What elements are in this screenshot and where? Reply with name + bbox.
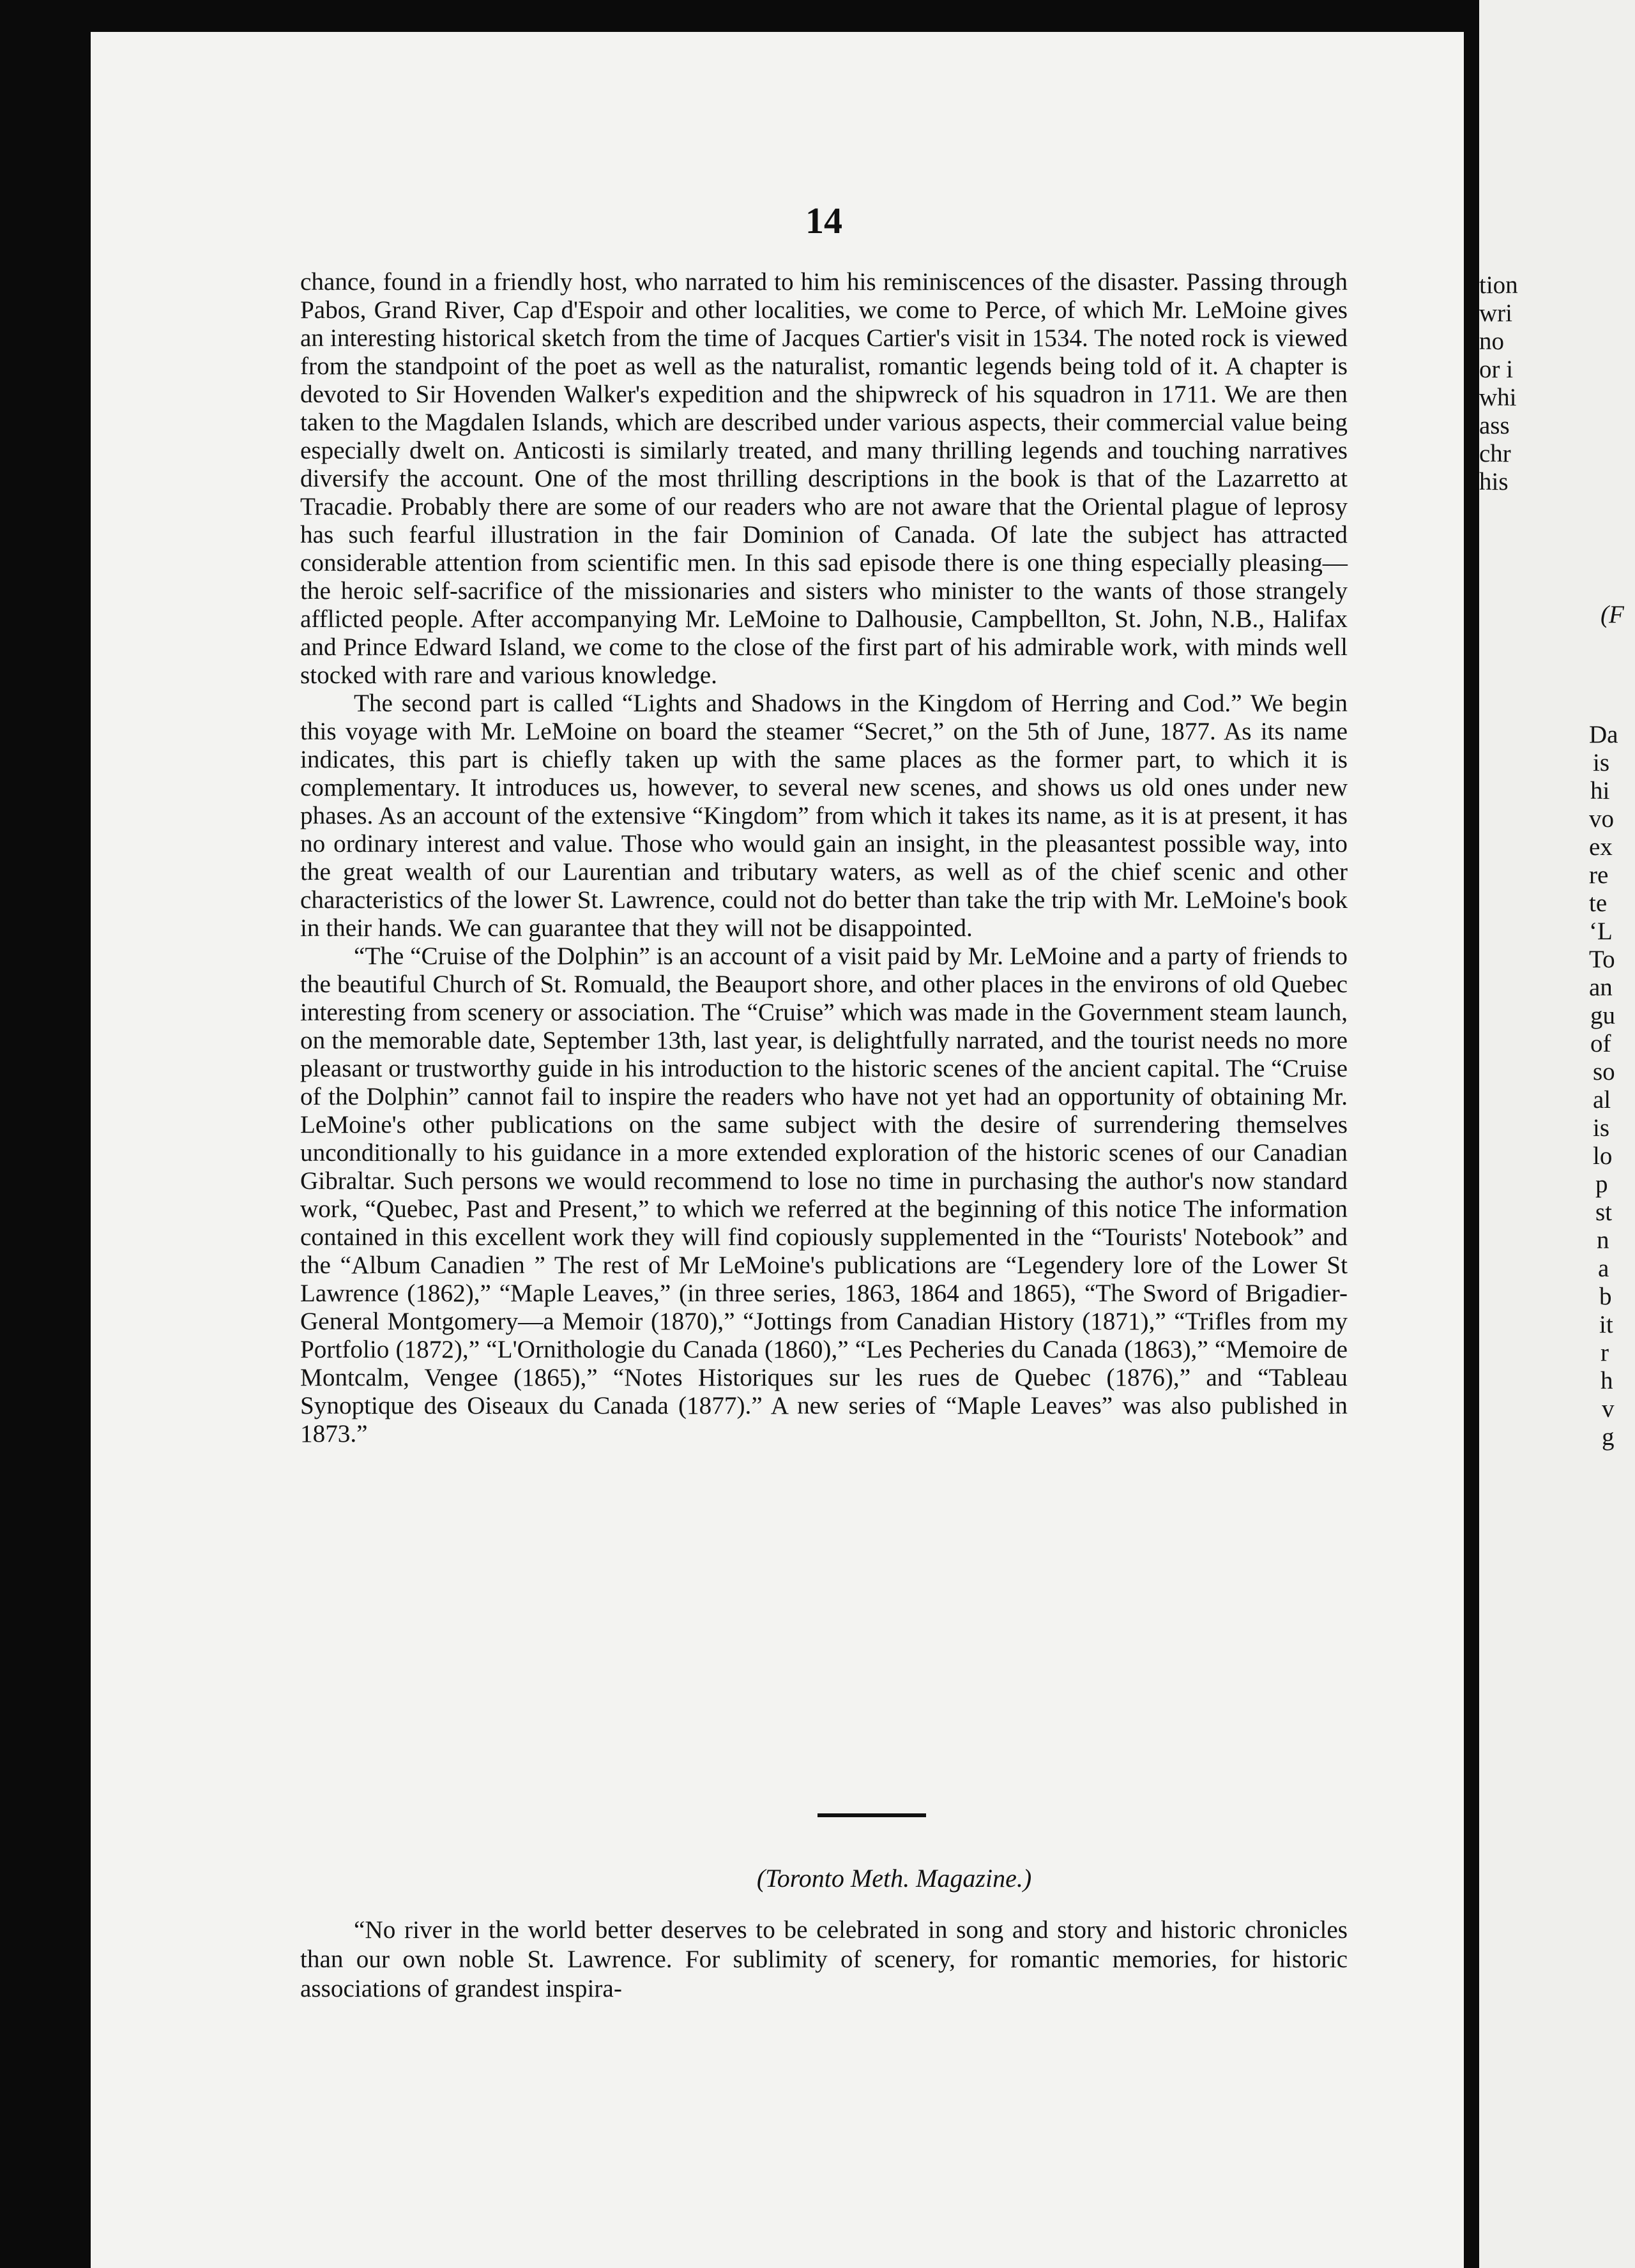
facing-fragment: chr xyxy=(1479,440,1511,467)
facing-fragment: n xyxy=(1597,1227,1609,1254)
paragraph-2: The second part is called “Lights and Shadows in the Kingdom of Herring and Cod.” We begin this voyage with Mr. LeMoine on board the steamer “Secret,” on the 5th of June, 1877. As its name indicates, this part is chiefly taken up with the same places as the former part, to which it is complementary. It introduces us, however, to several new scenes, and shows us old ones under new phases. As an account of the extensive “Kingdom” from which it takes its name, as it is at present, it has no ordinary interest and value. Those who would gain an insight, in the pleasantest possible way, into the great wealth of our Laurentian and tributary waters, as well as of the chief scenic and other characteristics of the lower St. Lawrence, could not do better than take the trip with Mr. LeMoine's book in their hands. We can guarantee that they will not be disappointed. xyxy=(300,690,1348,942)
facing-fragment: ‘L xyxy=(1589,918,1613,945)
facing-fragment: is xyxy=(1593,1114,1610,1142)
facing-fragment: an xyxy=(1589,974,1613,1001)
facing-fragment: ass xyxy=(1479,412,1510,439)
facing-fragment: r xyxy=(1601,1339,1609,1366)
facing-page xyxy=(1479,0,1635,2268)
paragraph-3: “The “Cruise of the Dolphin” is an account of a visit paid by Mr. LeMoine and a party of friends to the beautiful Church of St. Romuald, the Beauport shore, and other places in the environs of old Quebec interesting from scenery or association. The “Cruise” which was made in the Government steam launch, on the memorable date, September 13th, last year, is delightfully narrated, and the tourist needs no more pleasant or trustworthy guide in his introduction to the historic scenes of the ancient capital. The “Cruise of the Dolphin” cannot fail to inspire the readers who have not yet had an opportunity of obtaining Mr. LeMoine's other publications on the same subject with the desire of surrendering themselves unconditionally to his guidance in a more extended exploration of the historic scenes of our Canadian Gibraltar. Such persons we would recommend to lose no time in purchasing the author's now standard work, “Quebec, Past and Present,” to which we referred at the beginning of this notice The information contained in this excellent work they will find copiously supplemented in the “Tourists' Notebook” and the “Album Canadien ” The rest of Mr LeMoine's publications are “Legendery lore of the Lower St Lawrence (1862),” “Maple Leaves,” (in three series, 1863, 1864 and 1865), “The Sword of Brigadier-General Montgomery—a Memoir (1870),” “Jottings from Canadian History (1871),” “Trifles from my Portfolio (1872),” “L'Ornithologie du Canada (1860),” “Les Pecheries du Canada (1863),” “Memoire de Montcalm, Vengee (1865),” “Notes Historiques sur les rues de Quebec (1876),” and “Tableau Synoptique des Oiseaux du Canada (1877).” A new series of “Maple Leaves” was also published in 1873.” xyxy=(300,942,1348,1448)
facing-fragment: a xyxy=(1598,1255,1609,1282)
facing-fragment: al xyxy=(1593,1086,1611,1114)
facing-fragment: Da xyxy=(1589,721,1618,748)
facing-fragment: hi xyxy=(1590,777,1610,805)
facing-fragment: lo xyxy=(1593,1142,1613,1170)
facing-fragment: whi xyxy=(1479,384,1517,411)
facing-fragment: or i xyxy=(1479,356,1514,383)
book-gutter xyxy=(1464,0,1479,2268)
facing-fragment: p xyxy=(1595,1170,1608,1198)
facing-fragment: re xyxy=(1589,861,1609,889)
facing-fragment: v xyxy=(1602,1395,1615,1423)
section-heading: (Toronto Meth. Magazine.) xyxy=(756,1864,1032,1893)
facing-fragment: tion xyxy=(1479,271,1518,299)
facing-fragment: it xyxy=(1599,1311,1613,1338)
facing-fragment: of xyxy=(1590,1030,1611,1057)
facing-fragment: st xyxy=(1595,1198,1613,1226)
article-text xyxy=(300,268,1348,1448)
facing-fragment: To xyxy=(1589,946,1615,973)
page-number: 14 xyxy=(805,200,842,241)
facing-fragment: (F xyxy=(1601,601,1624,628)
facing-fragment: h xyxy=(1601,1367,1613,1395)
facing-fragment: is xyxy=(1593,749,1610,776)
facing-fragment: g xyxy=(1602,1423,1615,1451)
facing-fragment: te xyxy=(1589,889,1608,917)
section-divider xyxy=(818,1813,926,1817)
facing-fragment: his xyxy=(1479,468,1509,495)
closing-text xyxy=(300,1916,1348,2004)
facing-fragment: wri xyxy=(1479,299,1512,327)
facing-fragment: gu xyxy=(1590,1002,1615,1029)
facing-fragment: so xyxy=(1593,1058,1615,1085)
document-page xyxy=(91,32,1464,2268)
facing-fragment: ex xyxy=(1589,833,1613,861)
paragraph-4: “No river in the world better deserves to be celebrated in song and story and historic chronicles than our own noble St. Lawrence. For sublimity of scenery, for romantic memories, for historic associations of grandest inspira- xyxy=(300,1916,1348,2002)
facing-fragment: no xyxy=(1479,328,1504,355)
facing-fragment: b xyxy=(1599,1283,1612,1310)
facing-fragment: vo xyxy=(1589,805,1614,833)
paragraph-1: chance, found in a friendly host, who narrated to him his reminiscences of the disaster. Passing through Pabos, Grand River, Cap d'Espoir and other localities, we come to Perce, of which Mr. LeMoine gives an interesting historical sketch from the time of Jacques Cartier's visit in 1534. The noted rock is viewed from the standpoint of the poet as well as the naturalist, romantic legends being told of it. A chapter is devoted to Sir Hovenden Walker's expedition and the shipwreck of his squadron in 1711. We are then taken to the Magdalen Islands, which are described under various aspects, their commercial value being especially dwelt on. Anticosti is similarly treated, and many thrilling legends and touching narratives diversify the account. One of the most thrilling descriptions in the book is that of the Lazarretto at Tracadie. Probably there are some of our readers who are not aware that the Oriental plague of leprosy has such fearful illustration in the fair Dominion of Canada. Of late the subject has attracted considerable attention from scientific men. In this sad episode there is one thing especially pleasing—the heroic self-sacrifice of the missionaries and sisters who minister to the wants of those strangely afflicted people. After accompanying Mr. LeMoine to Dalhousie, Campbellton, St. John, N.B., Halifax and Prince Edward Island, we come to the close of the first part of his admirable work, with minds well stocked with rare and various knowledge. xyxy=(300,268,1348,689)
